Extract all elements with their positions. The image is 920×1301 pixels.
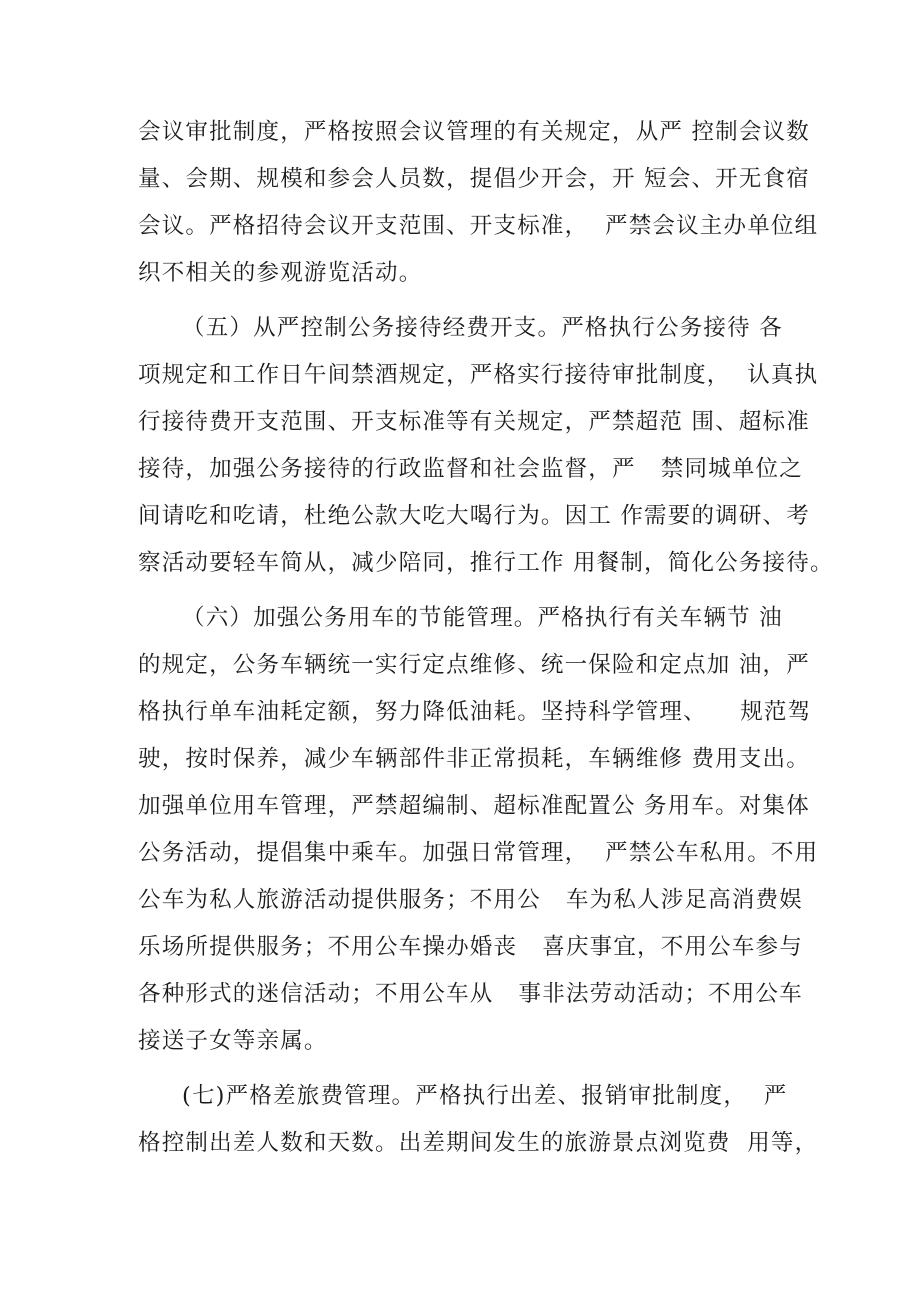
text-line: 间请吃和吃请，杜绝公款大吃大喝行为。因工 作需要的调研、考	[138, 503, 810, 529]
text-line: 会议审批制度，严格按照会议管理的有关规定，从严 控制会议数	[138, 119, 810, 145]
text-line: 项规定和工作日午间禁酒规定，严格实行接待审批制度， 认真执	[138, 362, 819, 388]
text-line: 会议。严格招待会议开支范围、开支标准， 严禁会议主办单位组	[138, 213, 819, 239]
text-line: 各种形式的迷信活动；不用公车从 事非法劳动活动；不用公车	[138, 981, 803, 1007]
text-line: 行接待费开支范围、开支标准等有关规定，严禁超范 围、超标准	[138, 409, 810, 435]
text-line: 公车为私人旅游活动提供服务；不用公 车为私人涉足高消费娱	[138, 887, 803, 913]
text-line: 的规定，公务车辆统一实行定点维修、统一保险和定点加 油，严	[138, 652, 810, 678]
text-line: 格执行单车油耗定额，努力降低油耗。坚持科学管理、 规范驾	[138, 699, 812, 725]
text-line: 驶，按时保养，减少车辆部件非正常损耗，车辆维修 费用支出。	[138, 746, 810, 772]
paragraph-heading-5: （五）从严控制公务接待经费开支。严格执行公务接待 各	[182, 315, 783, 341]
text-line: 公务活动，提倡集中乘车。加强日常管理， 严禁公车私用。不用	[138, 840, 819, 866]
text-line: 乐场所提供服务；不用公车操办婚丧 喜庆事宜，不用公车参与	[138, 934, 803, 960]
paragraph-heading-6: （六）加强公务用车的节能管理。严格执行有关车辆节 油	[182, 605, 783, 631]
text-line: 察活动要轻车简从，减少陪同，推行工作 用餐制，简化公务接待。	[138, 550, 834, 576]
paragraph-heading-7: (七)严格差旅费管理。严格执行出差、报销审批制度， 严	[182, 1083, 788, 1109]
text-line: 接送子女等亲属。	[138, 1028, 328, 1054]
text-line: 接待，加强公务接待的行政监督和社会监督，严 禁同城单位之	[138, 456, 803, 482]
text-line: 加强单位用车管理，严禁超编制、超标准配置公 务用车。对集体	[138, 793, 810, 819]
text-line: 织不相关的参观游览活动。	[138, 260, 423, 286]
text-line: 格控制出差人数和天数。出差期间发生的旅游景点浏览费 用等，	[138, 1130, 819, 1156]
text-line: 量、会期、规模和参会人员数，提倡少开会，开 短会、开无食宿	[138, 166, 810, 192]
